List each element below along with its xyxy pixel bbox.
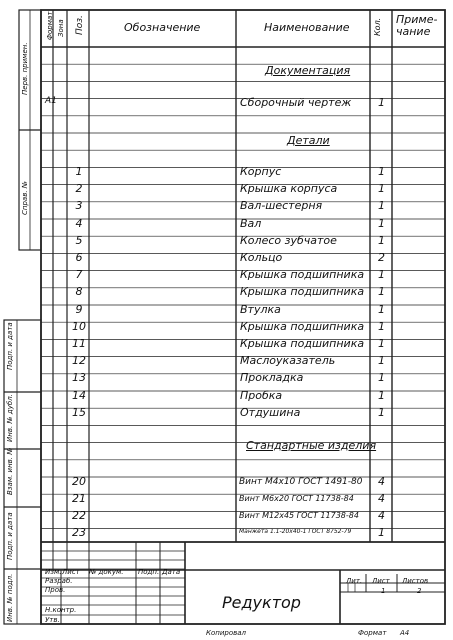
side-vzam-inv: Взам. инв. № bbox=[6, 447, 14, 495]
doc-qty: 1 bbox=[378, 96, 385, 109]
detail-name: Отдушина bbox=[240, 405, 301, 419]
header-pos: Поз. bbox=[75, 15, 85, 35]
detail-name: Кольцо bbox=[240, 251, 283, 264]
detail-qty: 1 bbox=[378, 388, 385, 402]
side-sprav-no: Справ. № bbox=[21, 180, 29, 215]
side-perv-primen: Перв. примен. bbox=[21, 42, 29, 95]
header-name: Наименование bbox=[264, 21, 350, 34]
standard-pos: 20 bbox=[72, 475, 86, 488]
standard-qty: 1 bbox=[378, 526, 385, 539]
tb-podp: Подп. bbox=[138, 568, 160, 576]
footer-format-label: Формат bbox=[358, 629, 387, 637]
detail-pos: 10 bbox=[72, 319, 86, 333]
detail-qty: 1 bbox=[378, 337, 385, 350]
side-inv-dubl: Инв. № дубл. bbox=[6, 394, 14, 442]
detail-pos: 3 bbox=[75, 199, 83, 213]
detail-name: Крышка подшипника bbox=[240, 319, 365, 333]
side-inv-podl: Инв. № подл. bbox=[6, 573, 14, 622]
standard-pos: 22 bbox=[72, 509, 86, 522]
detail-qty: 1 bbox=[378, 182, 385, 196]
detail-name: Крышка подшипника bbox=[240, 268, 365, 282]
detail-pos: 5 bbox=[75, 233, 83, 247]
detail-pos: 15 bbox=[72, 405, 86, 419]
standard-qty: 4 bbox=[378, 492, 385, 505]
detail-pos: 1 bbox=[75, 165, 83, 178]
tb-doc-no: № докум. bbox=[89, 568, 124, 576]
tb-list: Лист bbox=[62, 568, 80, 576]
detail-qty: 1 bbox=[378, 354, 385, 368]
tb-razrab: Разраб. bbox=[45, 577, 73, 585]
standard-name: Винт М12х45 ГОСТ 11738-84 bbox=[239, 511, 359, 520]
detail-qty: 1 bbox=[378, 165, 385, 178]
header-qty: Кол. bbox=[373, 17, 382, 36]
detail-pos: 7 bbox=[75, 268, 83, 282]
detail-pos: 13 bbox=[72, 371, 86, 385]
standard-qty: 4 bbox=[378, 475, 385, 488]
detail-name: Вал bbox=[240, 216, 262, 230]
detail-name: Маслоуказатель bbox=[240, 354, 336, 368]
detail-name: Крышка корпуса bbox=[240, 182, 338, 196]
footer-format-val: А4 bbox=[400, 629, 410, 637]
detail-qty: 1 bbox=[378, 371, 385, 385]
detail-qty: 1 bbox=[378, 233, 385, 247]
tb-list-val: 1 bbox=[381, 587, 386, 595]
standard-qty: 4 bbox=[378, 509, 385, 522]
detail-qty: 1 bbox=[378, 319, 385, 333]
section-standard: Стандартные изделия bbox=[246, 439, 377, 452]
detail-qty: 1 bbox=[378, 285, 385, 299]
doc-format: А1 bbox=[45, 96, 57, 106]
side-podp-data-1: Подп. и дата bbox=[6, 322, 14, 370]
tb-n-kontr: Н.контр. bbox=[45, 606, 77, 614]
document-title: Редуктор bbox=[222, 593, 301, 612]
detail-qty: 1 bbox=[378, 216, 385, 230]
detail-pos: 11 bbox=[72, 337, 86, 350]
detail-pos: 4 bbox=[75, 216, 83, 230]
standard-name: Винт М4х10 ГОСТ 1491-80 bbox=[239, 477, 363, 487]
header-zone: Зона bbox=[57, 19, 65, 37]
detail-pos: 2 bbox=[75, 182, 83, 196]
detail-pos: 6 bbox=[75, 251, 83, 264]
detail-name: Втулка bbox=[240, 302, 281, 316]
detail-name: Колесо зубчатое bbox=[240, 233, 337, 247]
footer-copied: Копировал bbox=[206, 629, 246, 637]
header-note: Приме-чание bbox=[396, 13, 438, 38]
side-podp-data-2: Подп. и дата bbox=[6, 512, 14, 560]
section-documentation: Документация bbox=[265, 64, 351, 77]
detail-name: Крышка подшипника bbox=[240, 285, 365, 299]
header-designation: Обозначение bbox=[124, 21, 201, 34]
section-details: Детали bbox=[287, 134, 330, 147]
detail-qty: 1 bbox=[378, 405, 385, 419]
detail-qty: 1 bbox=[378, 268, 385, 282]
tb-list2: Лист bbox=[372, 577, 390, 585]
detail-pos: 14 bbox=[72, 388, 86, 402]
detail-qty: 1 bbox=[378, 199, 385, 213]
tb-utv: Утв. bbox=[45, 616, 60, 624]
detail-name: Вал-шестерня bbox=[240, 199, 323, 213]
standard-pos: 21 bbox=[72, 492, 86, 505]
detail-pos: 9 bbox=[75, 302, 83, 316]
tb-prov: Пров. bbox=[45, 586, 66, 594]
standard-pos: 23 bbox=[72, 526, 86, 539]
detail-name: Пробка bbox=[240, 388, 283, 402]
detail-name: Крышка подшипника bbox=[240, 337, 365, 350]
tb-data: Дата bbox=[162, 568, 181, 576]
tb-listov: Листов bbox=[402, 577, 429, 585]
detail-name: Корпус bbox=[240, 165, 282, 178]
header-format: Формат bbox=[46, 11, 54, 40]
tb-listov-val: 2 bbox=[417, 587, 422, 595]
detail-name: Прокладка bbox=[240, 371, 304, 385]
detail-pos: 12 bbox=[72, 354, 86, 368]
doc-name: Сборочный чертеж bbox=[240, 96, 352, 109]
standard-name: Манжета 1.1-20х40-1 ГОСТ 8752-79 bbox=[239, 528, 352, 535]
detail-qty: 2 bbox=[378, 251, 385, 264]
tb-lit: Лит. bbox=[346, 577, 363, 585]
tb-izm: Изм. bbox=[45, 568, 62, 576]
detail-qty: 1 bbox=[378, 302, 385, 316]
detail-pos: 8 bbox=[75, 285, 83, 299]
standard-name: Винт М6х20 ГОСТ 11738-84 bbox=[239, 494, 354, 503]
